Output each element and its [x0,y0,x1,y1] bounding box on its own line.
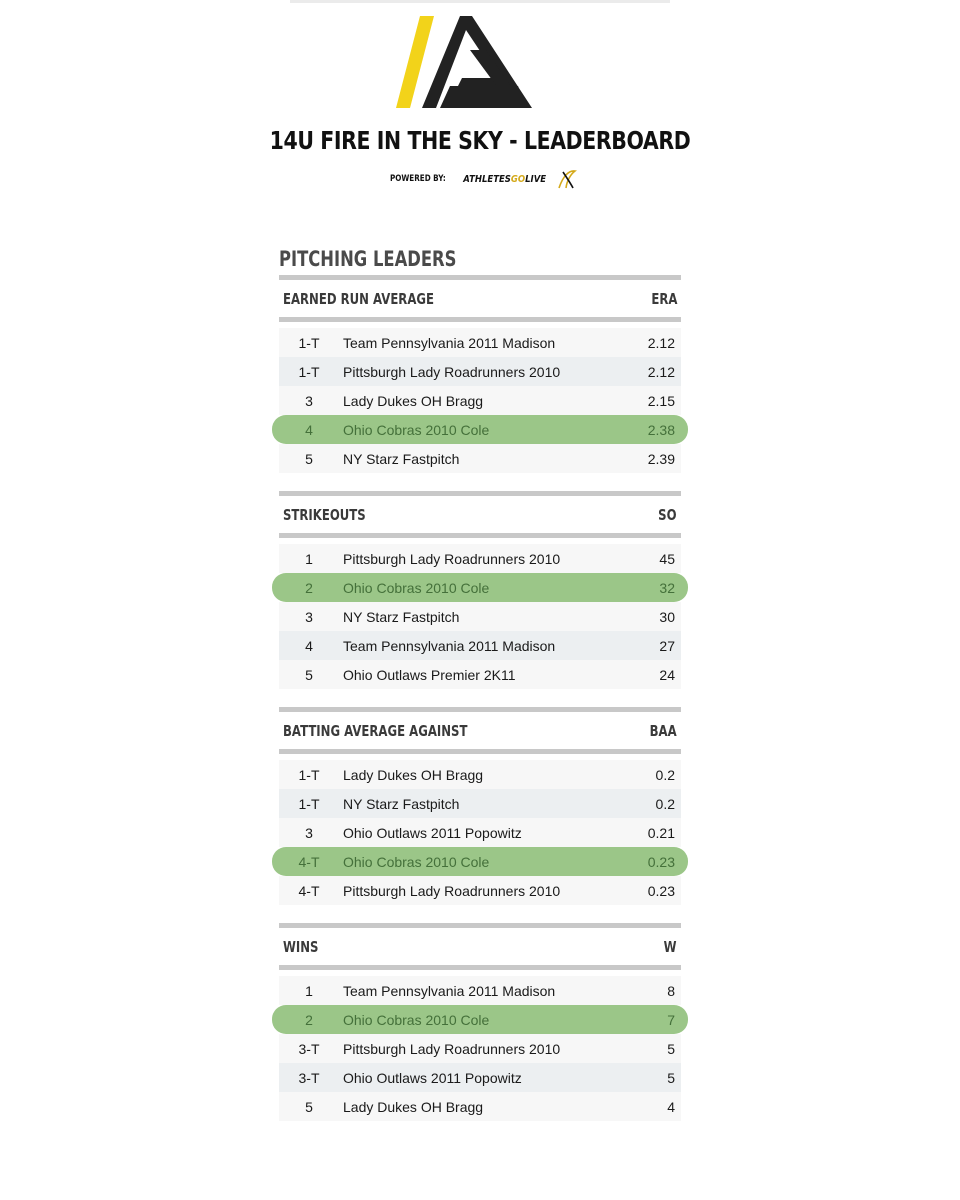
rank-cell: 1 [305,982,313,999]
rank-cell: 1-T [298,766,320,783]
stat-category [279,491,681,689]
leader-row [279,818,681,847]
category-header [279,496,681,533]
value-cell: 24 [659,666,675,683]
leader-row [279,760,681,789]
team-cell: Ohio Cobras 2010 Cole [343,1011,490,1028]
value-cell: 0.2 [655,795,675,812]
value-cell: 7 [667,1011,675,1028]
team-cell: Pittsburgh Lady Roadrunners 2010 [343,882,561,899]
team-cell: Lady Dukes OH Bragg [343,766,484,783]
team-cell: Pittsburgh Lady Roadrunners 2010 [343,1040,561,1057]
category-header [279,928,681,965]
value-cell: 0.23 [647,882,675,899]
category-divider [279,749,681,754]
category-rows [279,976,681,1121]
value-cell: 5 [667,1069,675,1086]
rank-cell: 5 [305,450,313,467]
category-stat-label: BAA [649,721,677,740]
leader-row [279,660,681,689]
team-cell: Ohio Cobras 2010 Cole [343,579,490,596]
rank-cell: 3 [305,824,313,841]
rank-cell: 1-T [298,334,320,351]
leader-row [279,876,681,905]
rank-cell: 4-T [298,853,320,870]
leader-row [279,1092,681,1121]
value-cell: 2.38 [647,421,675,438]
rank-cell: 5 [305,666,313,683]
rank-cell: 3-T [298,1069,320,1086]
category-name: STRIKEOUTS [283,505,366,524]
leader-row [279,1063,681,1092]
powered-by-label: POWERED BY: [390,174,447,184]
team-cell: Team Pennsylvania 2011 Madison [343,982,556,999]
value-cell: 2.12 [647,363,675,380]
brand-name-part: LIVE [525,173,547,185]
brand-swirl-icon [557,168,577,190]
leader-row-highlighted [272,847,688,876]
category-header [279,280,681,317]
value-cell: 2.39 [647,450,675,467]
team-cell: Ohio Cobras 2010 Cole [343,421,490,438]
value-cell: 8 [667,982,675,999]
leader-row [279,1034,681,1063]
rank-cell: 3 [305,608,313,625]
value-cell: 27 [659,637,675,654]
value-cell: 4 [667,1098,675,1115]
rank-cell: 5 [305,1098,313,1115]
rank-cell: 3 [305,392,313,409]
category-stat-label: ERA [650,289,677,308]
leader-row [279,328,681,357]
value-cell: 5 [667,1040,675,1057]
team-cell: Ohio Outlaws Premier 2K11 [343,666,516,683]
rank-cell: 4-T [298,882,320,899]
category-divider [279,317,681,322]
category-stat-label: SO [658,505,677,524]
category-name: EARNED RUN AVERAGE [283,289,434,308]
stat-category [279,923,681,1121]
team-cell: Pittsburgh Lady Roadrunners 2010 [343,363,561,380]
value-cell: 0.21 [647,824,675,841]
section-title: PITCHING LEADERS [279,247,457,271]
page-title: 14U FIRE IN THE SKY - LEADERBOARD [269,126,691,155]
leader-row [279,386,681,415]
rank-cell: 1 [305,550,313,567]
category-name: BATTING AVERAGE AGAINST [283,721,468,740]
leader-row [279,444,681,473]
leader-row [279,976,681,1005]
leader-row [279,602,681,631]
value-cell: 2.15 [647,392,675,409]
value-cell: 32 [659,579,675,596]
leader-row-highlighted [272,415,688,444]
rank-cell: 2 [305,579,313,596]
rank-cell: 4 [305,421,313,438]
leader-row [279,544,681,573]
leader-row-highlighted [272,1005,688,1034]
team-cell: NY Starz Fastpitch [343,608,460,625]
rank-cell: 1-T [298,363,320,380]
category-divider [279,965,681,970]
leader-row [279,357,681,386]
ag-logo-icon [396,16,534,110]
brand-name-part: GO [511,173,526,185]
leader-row [279,789,681,818]
value-cell: 0.2 [655,766,675,783]
rank-cell: 2 [305,1011,313,1028]
category-rows [279,328,681,473]
team-cell: NY Starz Fastpitch [343,450,460,467]
value-cell: 0.23 [647,853,675,870]
categories [279,275,681,1121]
top-divider [290,0,670,3]
team-cell: Lady Dukes OH Bragg [343,392,484,409]
team-cell: Team Pennsylvania 2011 Madison [343,334,556,351]
team-cell: Ohio Cobras 2010 Cole [343,853,490,870]
value-cell: 30 [659,608,675,625]
rank-cell: 1-T [298,795,320,812]
team-cell: Lady Dukes OH Bragg [343,1098,484,1115]
category-divider [279,533,681,538]
value-cell: 2.12 [647,334,675,351]
category-name: WINS [283,937,319,956]
team-cell: Ohio Outlaws 2011 Popowitz [343,1069,522,1086]
team-cell: NY Starz Fastpitch [343,795,460,812]
stat-category [279,707,681,905]
brand-name [463,174,546,185]
rank-cell: 4 [305,637,313,654]
leaderboard [279,244,681,1139]
leader-row [279,631,681,660]
team-cell: Team Pennsylvania 2011 Madison [343,637,556,654]
leader-row-highlighted [272,573,688,602]
stat-category [279,275,681,473]
category-rows [279,760,681,905]
category-rows [279,544,681,689]
powered-by [0,168,960,190]
rank-cell: 3-T [298,1040,320,1057]
team-cell: Ohio Outlaws 2011 Popowitz [343,824,522,841]
team-cell: Pittsburgh Lady Roadrunners 2010 [343,550,561,567]
category-header [279,712,681,749]
category-stat-label: W [664,937,677,956]
brand-name-part: ATHLETES [463,173,512,185]
value-cell: 45 [659,550,675,567]
